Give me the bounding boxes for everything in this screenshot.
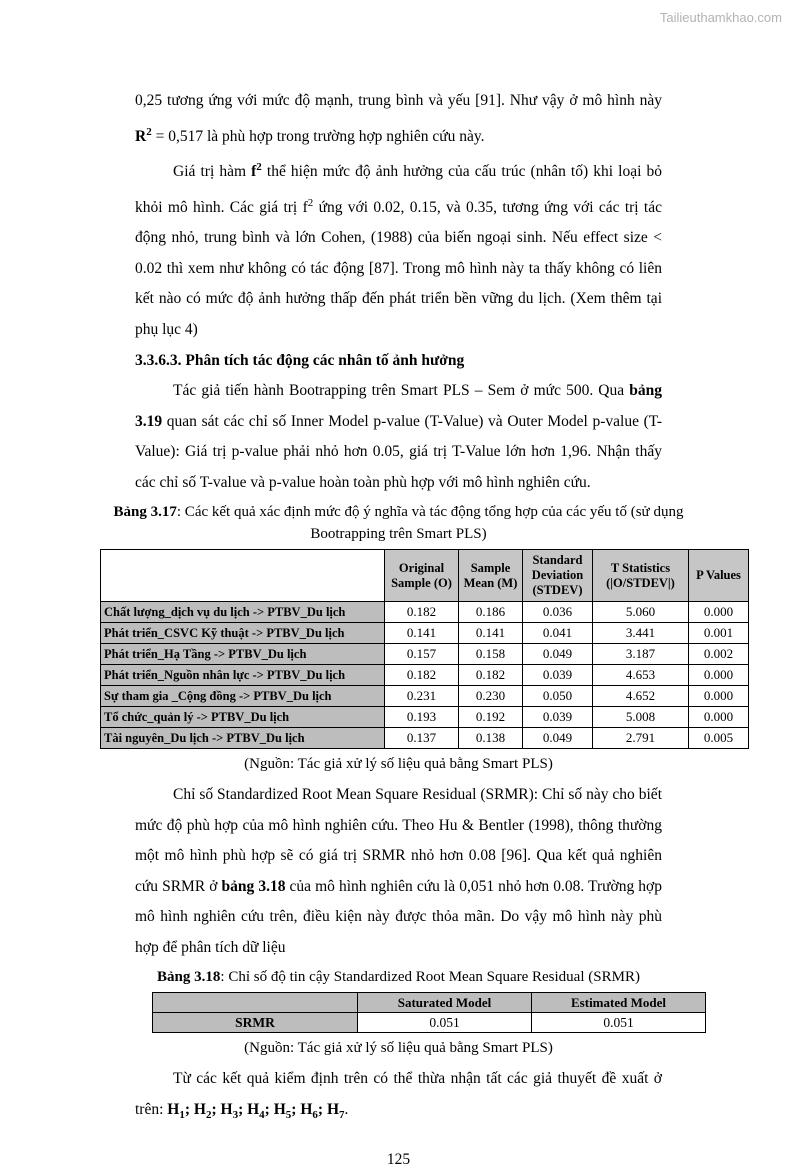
cell-value: 0.157 bbox=[385, 644, 459, 665]
cell-value: 0.182 bbox=[385, 602, 459, 623]
table-row bbox=[101, 644, 749, 665]
row-label: Sự tham gia _Cộng đồng -> PTBV_Du lịch bbox=[101, 686, 385, 707]
cell-value: 0.192 bbox=[459, 707, 523, 728]
cell-value: 0.000 bbox=[689, 665, 749, 686]
cell-value: 0.049 bbox=[523, 728, 593, 749]
cell-value: 4.652 bbox=[593, 686, 689, 707]
table-row bbox=[101, 728, 749, 749]
cell-value: 0.000 bbox=[689, 686, 749, 707]
cell-value: 0.051 bbox=[532, 1013, 706, 1033]
cell-value: 2.791 bbox=[593, 728, 689, 749]
table-header-row bbox=[153, 993, 706, 1013]
cell-value: 0.050 bbox=[523, 686, 593, 707]
cell-value: 0.041 bbox=[523, 623, 593, 644]
column-header: T Statistics (|O/STDEV|) bbox=[593, 550, 689, 602]
column-header: Original Sample (O) bbox=[385, 550, 459, 602]
table-row bbox=[101, 623, 749, 644]
cell-value: 0.000 bbox=[689, 707, 749, 728]
section-heading: 3.3.6.3. Phân tích tác động các nhân tố ảnh hưởng bbox=[135, 352, 465, 370]
cell-value: 0.141 bbox=[385, 623, 459, 644]
paragraph-bootstrapping: Tác giả tiến hành Bootrapping trên Smart PLS – Sem ở mức 500. Qua bảng 3.19 quan sát các chỉ số Inner Model p-value (T-Value) và Outer Model p-value (T-Value): Giá trị p-value phải nhỏ hơn 0.05, giá trị T-Value lớn hơn 1,96. Nhận thấy các chỉ số T-value và p-value hoàn toàn phù hợp với mô hình nghiên cứu. bbox=[135, 382, 662, 491]
cell-value: 0.036 bbox=[523, 602, 593, 623]
bootstrap-results-table bbox=[100, 549, 749, 749]
table-row bbox=[153, 1013, 706, 1033]
paragraph-srmr: Chỉ số Standardized Root Mean Square Residual (SRMR): Chỉ số này cho biết mức độ phù hợp của mô hình nghiên cứu. Theo Hu & Bentler (1998), thông thường một mô hình phù hợp sẽ có giá trị SRMR nhỏ hơn 0.08 [96]. Qua kết quả nghiên cứu SRMR ở bảng 3.18 của mô hình nghiên cứu là 0,051 nhỏ hơn 0.08. Trường hợp mô hình nghiên cứu trên, điều kiện này được thỏa mãn. Do vậy mô hình này phù hợp để phân tích dữ liệu bbox=[135, 786, 662, 956]
table2-source-note: (Nguồn: Tác giả xử lý số liệu quả bằng Smart PLS) bbox=[244, 1040, 553, 1057]
column-header: Saturated Model bbox=[358, 993, 532, 1013]
table-row bbox=[101, 665, 749, 686]
paragraph-hypotheses: Từ các kết quả kiểm định trên có thể thừa nhận tất các giả thuyết đề xuất ở trên: $H_1$; $H_2$; $H_3$; $H_4$; $H_5$; $H_6$; $H_7$. bbox=[135, 1070, 662, 1122]
table2-caption: Bảng 3.18: Chỉ số độ tin cậy Standardized Root Mean Square Residual (SRMR) bbox=[157, 969, 640, 986]
cell-value: 0.138 bbox=[459, 728, 523, 749]
table-header-row bbox=[101, 550, 749, 602]
row-label: Tổ chức_quản lý -> PTBV_Du lịch bbox=[101, 707, 385, 728]
cell-value: 0.000 bbox=[689, 602, 749, 623]
cell-value: 0.158 bbox=[459, 644, 523, 665]
cell-value: 4.653 bbox=[593, 665, 689, 686]
row-label: Chất lượng_dịch vụ du lịch -> PTBV_Du lịch bbox=[101, 602, 385, 623]
cell-value: 3.441 bbox=[593, 623, 689, 644]
table-row bbox=[101, 707, 749, 728]
table1-source-note: (Nguồn: Tác giả xử lý số liệu quả bằng Smart PLS) bbox=[244, 756, 553, 773]
paragraph-f-squared: Giá trị hàm $f^2$ thể hiện mức độ ảnh hưởng của cấu trúc (nhân tố) khi loại bỏ khỏi mô hình. Các giá trị $f^2$ ứng với 0.02, 0.15, và 0.35, tương ứng với các trị tác động nhỏ, trung bình và lớn Cohen, (1988) của biến ngoại sinh. Nếu effect size < 0.02 thì xem như không có tác động [87]. Trong mô hình này ta thấy không có liên kết nào có mức độ ảnh hưởng thấp đến phát triển bền vững du lịch. (Xem thêm tại phụ lục 4) bbox=[135, 161, 662, 338]
column-header: Standard Deviation (STDEV) bbox=[523, 550, 593, 602]
cell-value: 0.182 bbox=[385, 665, 459, 686]
column-header bbox=[153, 993, 358, 1013]
row-label: Phát triển_Hạ Tầng -> PTBV_Du lịch bbox=[101, 644, 385, 665]
cell-value: 0.137 bbox=[385, 728, 459, 749]
cell-value: 0.049 bbox=[523, 644, 593, 665]
column-header: P Values bbox=[689, 550, 749, 602]
table-row bbox=[101, 602, 749, 623]
cell-value: 5.008 bbox=[593, 707, 689, 728]
cell-value: 0.051 bbox=[358, 1013, 532, 1033]
cell-value: 5.060 bbox=[593, 602, 689, 623]
row-label: Phát triển_Nguồn nhân lực -> PTBV_Du lịch bbox=[101, 665, 385, 686]
cell-value: 0.141 bbox=[459, 623, 523, 644]
table1-caption: Bảng 3.17: Các kết quả xác định mức độ ý nghĩa và tác động tổng hợp của các yếu tố (sử dụng Bootrapping trên Smart PLS) bbox=[113, 504, 684, 543]
cell-value: 0.231 bbox=[385, 686, 459, 707]
cell-value: 0.193 bbox=[385, 707, 459, 728]
table-row bbox=[101, 686, 749, 707]
column-header bbox=[101, 550, 385, 602]
cell-value: 0.182 bbox=[459, 665, 523, 686]
watermark: Tailieuthamkhao.com bbox=[659, 10, 782, 25]
page-number: 125 bbox=[386, 1150, 411, 1168]
column-header: Sample Mean (M) bbox=[459, 550, 523, 602]
row-label: Tài nguyên_Du lịch -> PTBV_Du lịch bbox=[101, 728, 385, 749]
cell-value: 0.186 bbox=[459, 602, 523, 623]
cell-value: 3.187 bbox=[593, 644, 689, 665]
cell-value: 0.005 bbox=[689, 728, 749, 749]
cell-value: 0.039 bbox=[523, 665, 593, 686]
paragraph-r-squared: 0,25 tương ứng với mức độ mạnh, trung bình và yếu [91]. Như vậy ở mô hình này $R^2 = 0,517$ là phù hợp trong trường hợp nghiên cứu này. bbox=[135, 92, 662, 145]
cell-value: 0.002 bbox=[689, 644, 749, 665]
row-label: SRMR bbox=[153, 1013, 358, 1033]
column-header: Estimated Model bbox=[532, 993, 706, 1013]
row-label: Phát triển_CSVC Kỹ thuật -> PTBV_Du lịch bbox=[101, 623, 385, 644]
srmr-table bbox=[152, 992, 706, 1033]
cell-value: 0.230 bbox=[459, 686, 523, 707]
cell-value: 0.039 bbox=[523, 707, 593, 728]
cell-value: 0.001 bbox=[689, 623, 749, 644]
